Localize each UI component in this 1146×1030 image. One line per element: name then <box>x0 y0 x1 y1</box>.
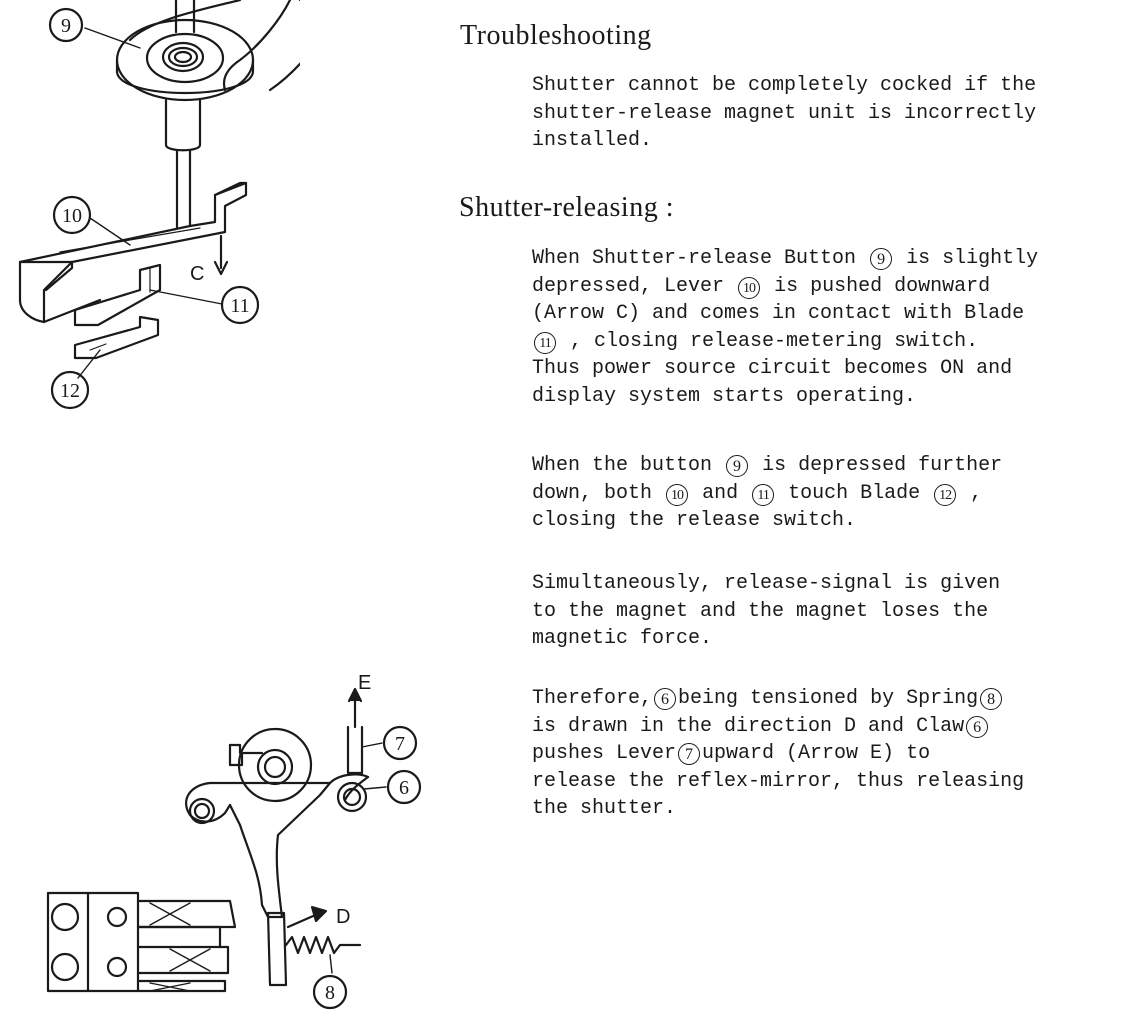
text-line: to the magnet and the magnet loses the <box>532 599 989 623</box>
paragraph-release-signal <box>532 570 1144 653</box>
plunger <box>166 100 200 150</box>
text-line: shutter-release magnet unit is incorrectly <box>532 101 1037 125</box>
text-line: Thus power source circuit becomes ON and <box>532 357 1013 380</box>
callout-7-label: 7 <box>395 733 405 755</box>
text-line: magnetic force. <box>532 627 713 650</box>
text: , <box>970 481 983 505</box>
text: being tensioned by Spring <box>678 687 979 710</box>
text: down, both <box>532 481 653 505</box>
ref-11: 11 <box>534 332 556 354</box>
blade-11 <box>75 265 160 325</box>
paragraph-release-button <box>532 245 1144 410</box>
lever-10 <box>20 183 246 322</box>
text: When Shutter-release Button <box>532 247 857 270</box>
text: pushes Lever <box>532 742 677 765</box>
ref-10: 10 <box>666 484 688 506</box>
text: is pushed downward <box>774 274 991 298</box>
magnet-unit <box>48 893 235 991</box>
text-line: Simultaneously, release-signal is given <box>532 572 1001 595</box>
text-line: (Arrow C) and comes in contact with Blade <box>532 302 1025 325</box>
ref-7: 7 <box>678 743 700 765</box>
lever-7 <box>348 727 362 773</box>
text: upward (Arrow E) to <box>702 742 931 765</box>
callout-11-label: 11 <box>230 295 250 317</box>
text: is drawn in the direction D and Claw <box>532 714 965 738</box>
arrow-c-label: C <box>190 263 205 285</box>
claw-spring-diagram <box>30 665 450 1030</box>
text: When the button <box>532 454 713 477</box>
callout-9-label: 9 <box>61 15 71 37</box>
text-line: release the reflex-mirror, thus releasing <box>532 769 1025 793</box>
text-line: closing the release switch. <box>532 509 857 532</box>
text-line: Shutter cannot be completely cocked if the <box>532 74 1037 97</box>
ref-6: 6 <box>654 688 676 710</box>
ref-9: 9 <box>870 248 892 270</box>
ref-12: 12 <box>934 484 956 506</box>
shutter-releasing-heading: Shutter-releasing : <box>459 192 674 223</box>
troubleshooting-heading: Troubleshooting <box>460 20 652 51</box>
ref-10: 10 <box>738 277 760 299</box>
callout-6-label: 6 <box>399 777 409 799</box>
text-line: display system starts operating. <box>532 384 917 408</box>
ref-6: 6 <box>966 716 988 738</box>
paragraph-depressed-further <box>532 452 1144 535</box>
text: depressed, Lever <box>532 274 725 298</box>
callout-12-label: 12 <box>60 380 80 402</box>
callout-10-label: 10 <box>62 205 82 227</box>
callout-8-label: 8 <box>325 982 335 1004</box>
paragraph-claw-lever <box>532 685 1144 823</box>
text: is slightly <box>906 247 1039 270</box>
text-line: installed. <box>532 129 653 152</box>
ref-9: 9 <box>726 455 748 477</box>
blade-12 <box>75 317 158 358</box>
ref-11: 11 <box>752 484 774 506</box>
text: Therefore, <box>532 687 653 710</box>
arrow-d-label: D <box>336 906 351 928</box>
arrow-e-label: E <box>358 672 372 694</box>
ref-8: 8 <box>980 688 1002 710</box>
text: touch Blade <box>788 481 921 505</box>
text: and <box>702 481 739 505</box>
shutter-release-button <box>117 20 253 100</box>
claw-6 <box>186 729 368 917</box>
troubleshooting-paragraph <box>532 72 1144 155</box>
text-line: the shutter. <box>532 797 677 820</box>
text: is depressed further <box>762 454 1003 477</box>
release-button-diagram <box>0 0 300 420</box>
text: , closing release-metering switch. <box>570 329 979 353</box>
